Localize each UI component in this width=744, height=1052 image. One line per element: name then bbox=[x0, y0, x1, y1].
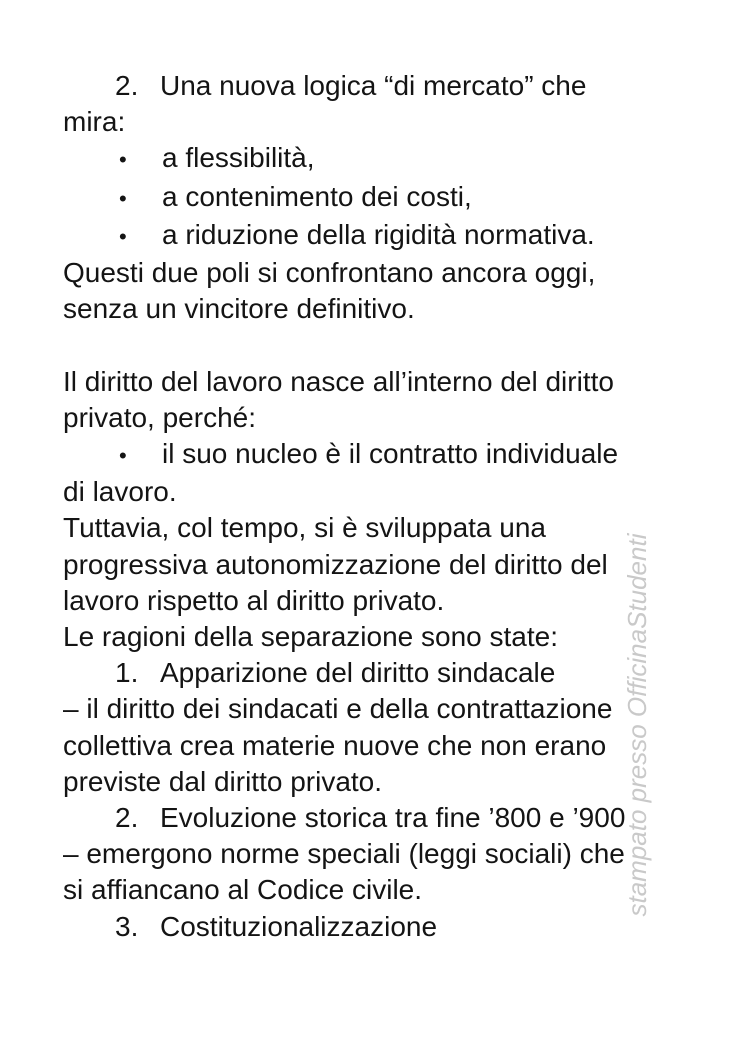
text-line bbox=[63, 474, 704, 510]
text-line bbox=[63, 764, 704, 800]
number-marker: 2. bbox=[115, 802, 139, 834]
line-text: – emergono norme speciali (leggi sociali) che bbox=[63, 838, 625, 870]
text-line bbox=[63, 800, 704, 836]
line-text: – il diritto dei sindacati e della contrattazione bbox=[63, 693, 613, 725]
line-text: Tuttavia, col tempo, si è sviluppata una bbox=[63, 512, 546, 544]
text-line bbox=[63, 436, 704, 474]
line-text: Questi due poli si confrontano ancora oggi, bbox=[63, 257, 596, 289]
text-line bbox=[63, 140, 704, 178]
line-text: mira: bbox=[63, 106, 126, 138]
text-line bbox=[63, 872, 704, 908]
text-line bbox=[63, 547, 704, 583]
text-line bbox=[63, 104, 704, 140]
line-text: Il diritto del lavoro nasce all’interno del diritto bbox=[63, 365, 614, 397]
text-line bbox=[63, 583, 704, 619]
line-text: progressiva autonomizzazione del diritto del bbox=[63, 548, 608, 580]
line-text: il suo nucleo è il contratto individuale bbox=[162, 438, 619, 470]
watermark-text: stampato presso OfficinaStudenti bbox=[622, 533, 652, 917]
bullet-marker: • bbox=[119, 185, 127, 211]
line-text: privato, perché: bbox=[63, 401, 256, 433]
text-line bbox=[63, 619, 704, 655]
line-text: Apparizione del diritto sindacale bbox=[160, 657, 556, 689]
text-line bbox=[63, 217, 704, 255]
line-text: Una nuova logica “di mercato” che bbox=[160, 70, 587, 101]
line-text: a riduzione della rigidità normativa. bbox=[162, 218, 595, 250]
line-text: si affiancano al Codice civile. bbox=[63, 874, 423, 906]
text-line bbox=[63, 655, 704, 691]
number-marker: 3. bbox=[115, 910, 139, 942]
text-line bbox=[63, 291, 704, 327]
page-content bbox=[63, 68, 704, 945]
line-text: a flessibilità, bbox=[162, 142, 315, 174]
line-text: collettiva crea materie nuove che non erano bbox=[63, 729, 607, 761]
text-line bbox=[63, 510, 704, 546]
text-line bbox=[63, 836, 704, 872]
line-text: di lavoro. bbox=[63, 476, 177, 508]
line-text: a contenimento dei costi, bbox=[162, 180, 472, 212]
line-text: lavoro rispetto al diritto privato. bbox=[63, 584, 445, 616]
line-text: Costituzionalizzazione bbox=[160, 910, 438, 942]
text-line bbox=[63, 68, 704, 104]
text-line bbox=[63, 691, 704, 727]
text-line bbox=[63, 179, 704, 217]
bullet-marker: • bbox=[119, 223, 127, 249]
text-line bbox=[63, 909, 704, 945]
text-line bbox=[63, 400, 704, 436]
bullet-marker: • bbox=[119, 443, 127, 469]
bullet-marker: • bbox=[119, 147, 127, 173]
text-line bbox=[63, 364, 704, 400]
line-text: senza un vincitore definitivo. bbox=[63, 293, 415, 325]
text-line bbox=[63, 728, 704, 764]
text-line bbox=[63, 255, 704, 291]
number-marker: 1. bbox=[115, 657, 139, 689]
text-line bbox=[63, 327, 704, 363]
line-text: previste dal diritto privato. bbox=[63, 765, 383, 797]
line-text: Evoluzione storica tra fine ’800 e ’900 bbox=[160, 802, 626, 834]
number-marker: 2. bbox=[115, 70, 139, 101]
line-text: Le ragioni della separazione sono state: bbox=[63, 621, 559, 653]
